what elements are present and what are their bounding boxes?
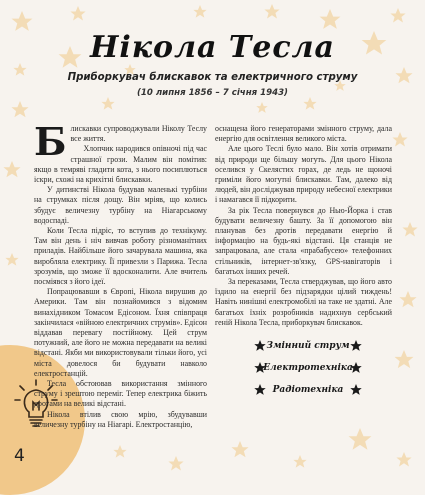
- paragraph: За переказами, Тесла стверджував, що його авто їздило на енергії без підзарядки цілий тиждень! Навіть нинішні електромобілі на таке не здатні. Але багатьох їхніх розробників надихнув сербський геній Нікола Тесла, приборкувач блискавок.: [215, 277, 392, 327]
- star-icon: [231, 441, 248, 457]
- drop-cap: Б: [34, 119, 67, 164]
- star-icon: [70, 6, 85, 20]
- star-icon: [101, 97, 114, 110]
- star-icon: [113, 445, 126, 458]
- paragraph: [34, 119, 207, 164]
- paragraph: Тесла обстоював використання змінного струму і зрештою переміг. Тепер електрика біжить дротами на великі відстані.: [34, 379, 207, 409]
- text-column-right: [215, 124, 392, 328]
- star-icon: [396, 452, 411, 466]
- text-column-left: [34, 119, 207, 430]
- star-icon: [5, 253, 18, 266]
- star-icon: [293, 455, 306, 468]
- paragraph-text: лискавки супроводжували Ніколу Теслу все життя.: [70, 124, 207, 144]
- paragraph: У дитинстві Нікола будував маленькі турбіни на струмках після дощу. Він мріяв, що колись збудує величезну турбіну на Ніагарському водоспаді.: [34, 185, 207, 225]
- paragraph: Хлопчик народився опівночі під час страшної грози. Малим він помітив: якщо в темряві гладити кота, з нього посиплються іскри, схожі на крихітні блискавки.: [34, 144, 207, 185]
- paragraph: Коли Тесла підріс, то вступив до технікуму. Там він день і ніч вивчав роботу різноманітних приладів. Найбільше його зачарувала машина, яка виробляла електрику. Її привезли з Парижа. Тесла зрозумів, що зможе її вдосконалити. Але вчитель посміявся з його ідеї.: [34, 226, 207, 287]
- page-title: Нікола Тесла: [90, 30, 335, 65]
- tag-electrical-engineering: Електротехніка: [263, 363, 353, 373]
- star-icon: [11, 101, 28, 117]
- paragraph: Нікола втілив свою мрію, збудувавши величезну турбіну на Ніагарі. Електростанцію,: [34, 409, 207, 429]
- star-icon: [390, 8, 405, 22]
- paragraph: Попрацювавши в Європі, Нікола вирушив до Америки. Там він познайомився з відомим винахідником Томасом Едісоном. Їхня співпраця закінчилася «війною електричних струмів». Едісон віддавав перевагу постійному. Цей струм потужний, але його не можна передавати на великі відстані. Якби ми використовували тільки його, усі міста довелося би будувати навколо електростанцій.: [34, 287, 207, 378]
- star-icon: [256, 102, 267, 113]
- page-number: 4: [14, 446, 25, 466]
- tag-radio-engineering: Радіотехніка: [272, 385, 344, 395]
- life-dates: (10 липня 1856 – 7 січня 1943): [137, 88, 288, 98]
- star-icon: [168, 456, 183, 470]
- tag-alternating-current: Змінний струм: [266, 341, 350, 351]
- star-icon: [193, 5, 206, 18]
- star-icon: [3, 161, 20, 177]
- star-icon: [349, 428, 372, 450]
- star-icon: [303, 97, 316, 110]
- star-icon: [392, 132, 407, 146]
- page-subtitle: Приборкувач блискавок та електричного струму: [67, 72, 358, 83]
- paragraph: За рік Тесла повернувся до Нью-Йорка і став будувати величезну башту. За її допомогою він планував без дротів передавати енергію й інформацію на будь-які відстані. Ця станція не запрацювала, але стала «прабабусею» телефонних стільників, інтернет-зв'язку, GPS-навігаторів і багатьох інших речей.: [215, 205, 392, 276]
- star-icon: [402, 222, 417, 236]
- star-icon: [320, 9, 341, 29]
- star-icon: [395, 350, 414, 368]
- star-icon: [12, 11, 33, 31]
- star-icon: [399, 291, 416, 307]
- paragraph: Але цього Теслі було мало. Він хотів отримати від природи ще більшу могуть. Для цього Нікола оселився у Скелястих горах, де ледь не щоночі гриміли його могутні блискавки. Там, далеко від людей, він досліджував природу небесної електрики і намагався її підкорити.: [215, 144, 392, 205]
- star-icon: [264, 4, 279, 18]
- paragraph: оснащена його генераторами змінного струму, дала енергію для освітлення великого міста.: [215, 124, 392, 144]
